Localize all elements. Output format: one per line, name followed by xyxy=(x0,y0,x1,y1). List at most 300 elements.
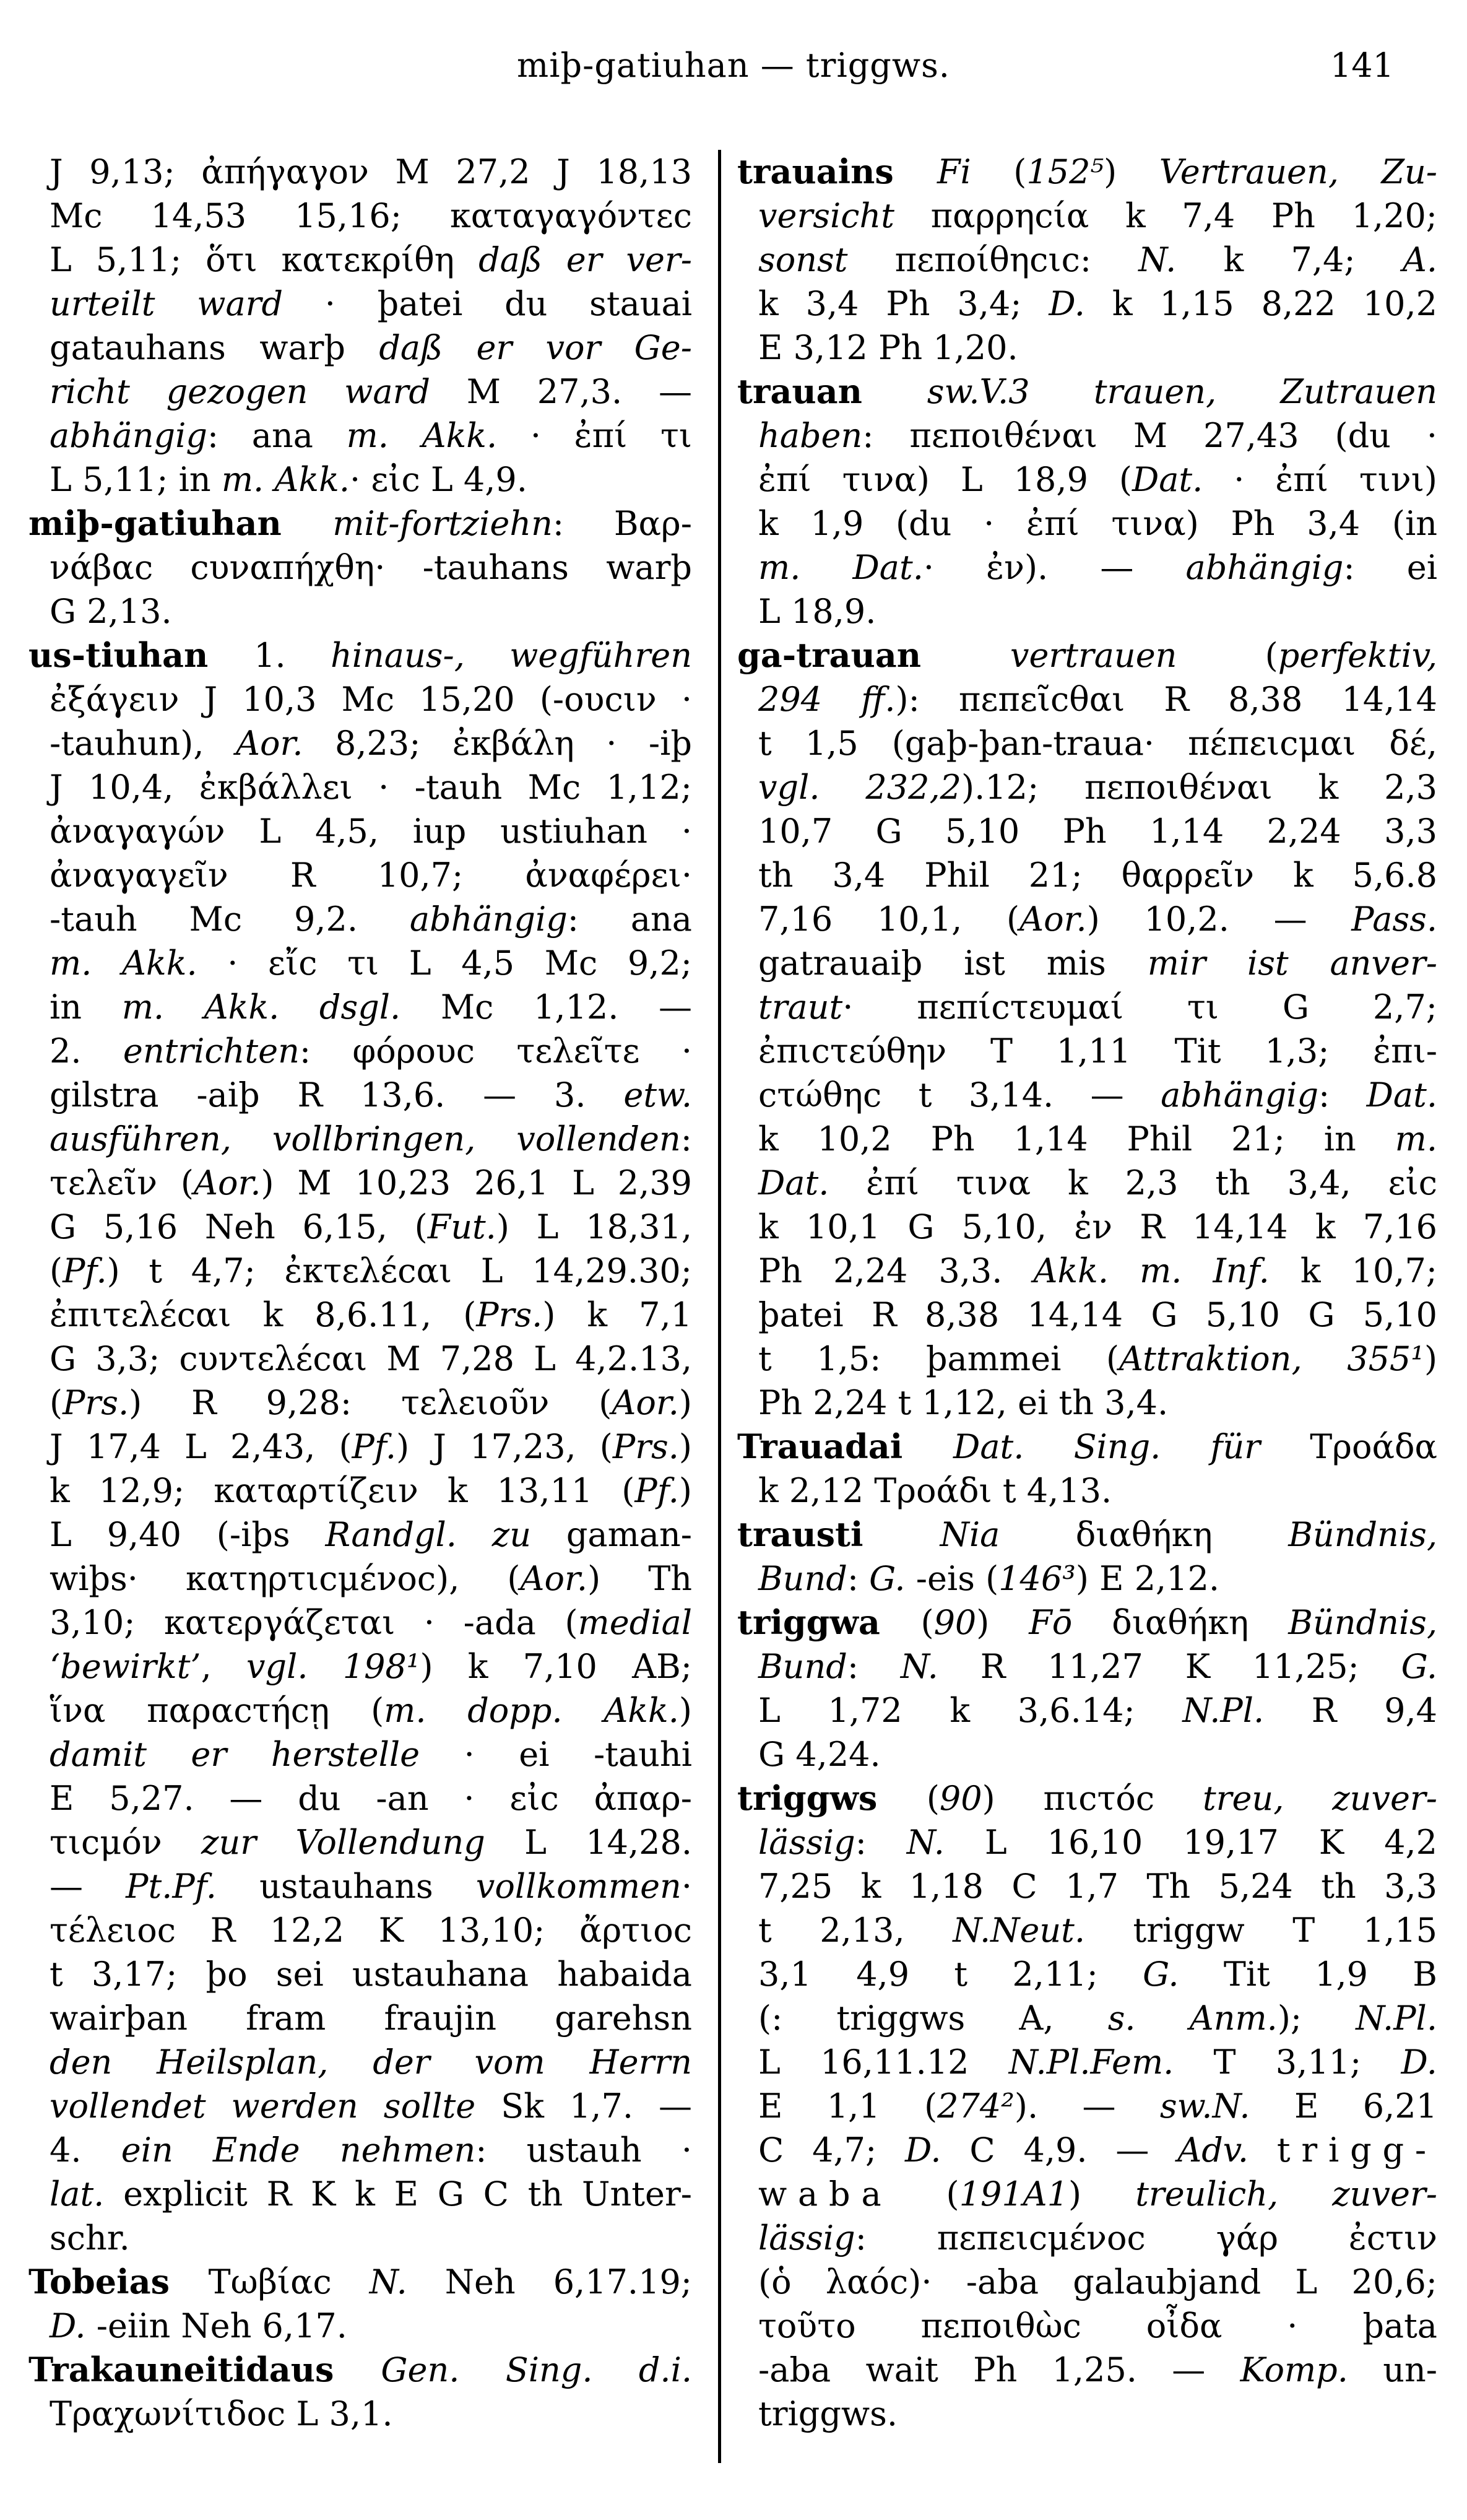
text-segment: · ἐπί τι xyxy=(497,416,692,455)
text-segment: G 4,24. xyxy=(758,1735,881,1774)
text-segment: τοῦτο πεποιθὼc οἶδα · þata xyxy=(758,2306,1437,2345)
text-segment: Dat. Sing. für xyxy=(953,1427,1261,1466)
text-line xyxy=(28,941,692,985)
text-segment: wiþs· κατηρτιcμένοc), ( xyxy=(50,1559,521,1598)
text-line xyxy=(737,1425,1437,1469)
text-line xyxy=(28,765,692,809)
text-segment: m. dopp. Akk. xyxy=(384,1691,679,1730)
text-segment: 8,23; ἐκβάλη · -iþ xyxy=(303,724,693,763)
text-segment: in xyxy=(50,988,122,1027)
text-segment: Prs. xyxy=(63,1383,129,1422)
text-line xyxy=(737,1205,1437,1249)
text-segment: abhängig xyxy=(1161,1075,1319,1114)
text-segment: triggwa xyxy=(737,1602,921,1642)
text-segment: abhängig xyxy=(1185,548,1344,587)
text-segment: 3,1 4,9 t 2,11; xyxy=(758,1955,1143,1994)
text-line xyxy=(737,545,1437,589)
text-line xyxy=(737,502,1437,545)
text-segment: πεποίθηcιc: xyxy=(847,240,1139,279)
text-segment: ( xyxy=(50,1383,63,1422)
text-line xyxy=(737,853,1437,897)
text-segment: N.Pl.Fem. xyxy=(1008,2043,1174,2082)
text-segment: Komp. xyxy=(1240,2350,1348,2389)
text-segment: E 1,1 ( xyxy=(758,2087,938,2126)
text-line xyxy=(28,2348,692,2392)
text-segment: Attraktion, 355¹ xyxy=(1119,1339,1424,1378)
left-column xyxy=(28,150,692,2463)
text-segment: N.Neut. xyxy=(953,1911,1085,1950)
text-segment: Ph 2,24 t 1,12, ei th 3,4. xyxy=(758,1383,1169,1422)
text-line xyxy=(28,1908,692,1952)
text-segment: ἀναγαγών L 4,5, iup ustiuhan · xyxy=(50,812,692,851)
text-line xyxy=(28,150,692,194)
text-segment: ): πεπεῖcθαι R 8,38 14,14 xyxy=(895,680,1437,719)
text-segment: sw.V.3 trauen, Zutrauen xyxy=(927,372,1437,411)
text-segment: Dat. xyxy=(1132,460,1203,499)
text-segment: ) R 9,28: τελειοῦν ( xyxy=(129,1383,612,1422)
text-segment: G 3,3; cυντελέcαι M 7,28 L 4,2.13, xyxy=(50,1339,692,1378)
text-segment: Fō xyxy=(1029,1603,1073,1642)
text-line xyxy=(737,1645,1437,1688)
text-segment: ) k 7,1 xyxy=(542,1295,693,1334)
text-line xyxy=(28,1249,692,1293)
text-segment: Fut. xyxy=(427,1207,496,1246)
text-segment: · πεπίcτευμαί τι G 2,7; xyxy=(842,988,1437,1027)
text-segment: gilstra -aiþ R 13,6. — 3. xyxy=(50,1075,624,1114)
text-segment: · ἐπί τινι) xyxy=(1203,460,1438,499)
text-segment xyxy=(1248,2131,1277,2170)
text-segment: Gen. Sing. d.i. xyxy=(381,2350,693,2389)
text-segment: trigg- xyxy=(1276,2131,1437,2170)
text-segment: gatrauaiþ ist mis xyxy=(758,944,1148,983)
text-segment: : Βαρ- xyxy=(552,504,692,543)
text-segment: τέλειοc R 12,2 K 13,10; ἄρτιοc xyxy=(50,1911,692,1950)
right-column xyxy=(721,150,1437,2463)
text-segment: ) xyxy=(678,1471,692,1510)
text-line xyxy=(737,1337,1437,1381)
text-line xyxy=(737,1513,1437,1557)
text-segment: N. xyxy=(906,1823,945,1862)
text-segment: ).12; πεποιθέναι k 2,3 xyxy=(961,768,1438,807)
text-segment: D. xyxy=(1401,2043,1437,2082)
text-segment: Pf. xyxy=(63,1251,107,1290)
text-segment: entrichten xyxy=(123,1032,300,1071)
text-line xyxy=(28,1513,692,1557)
text-segment: : ustauh · xyxy=(475,2131,692,2170)
text-segment: us-tiuhan xyxy=(28,635,254,675)
text-segment: 90 xyxy=(939,1779,982,1818)
text-segment: Prs. xyxy=(612,1427,679,1466)
text-segment: D. xyxy=(50,2306,86,2345)
text-segment: Nia xyxy=(940,1515,1000,1554)
text-line xyxy=(28,238,692,282)
text-segment: ἐξάγειν J 10,3 Mc 15,20 (-ουcιν · xyxy=(50,680,692,719)
text-line xyxy=(28,326,692,370)
text-line xyxy=(28,721,692,765)
text-line xyxy=(28,1776,692,1820)
text-segment: Τωβίαc xyxy=(208,2262,370,2301)
text-segment: perfektiv, xyxy=(1278,636,1437,675)
text-segment: : xyxy=(855,1823,907,1862)
text-segment: Trakauneitidaus xyxy=(28,2350,381,2389)
text-line xyxy=(737,1864,1437,1908)
text-segment: τελεῖν ( xyxy=(50,1163,194,1202)
text-segment: m. Akk. xyxy=(50,944,197,983)
text-segment: vgl. 232,2 xyxy=(758,768,961,807)
text-segment: Bündnis, xyxy=(1288,1515,1437,1554)
text-segment: m. Akk. xyxy=(346,416,498,455)
text-segment: k 10,7; xyxy=(1269,1251,1437,1290)
text-segment: ἐπιcτεύθην T 1,11 Tit 1,3; ἐπι- xyxy=(758,1032,1437,1071)
text-line xyxy=(737,194,1437,238)
text-segment: ) 10,2. — xyxy=(1086,900,1352,939)
text-line xyxy=(737,1557,1437,1601)
text-segment: Neh 6,17.19; xyxy=(407,2262,692,2301)
text-segment: R 11,27 K 11,25; xyxy=(938,1647,1401,1686)
text-segment: ) xyxy=(678,1691,692,1730)
page-header xyxy=(0,46,1467,95)
text-segment: L 5,11; ὅτι κατεκρίθη xyxy=(50,240,479,279)
text-segment: R 9,4 xyxy=(1264,1691,1437,1730)
text-line xyxy=(28,1645,692,1688)
text-segment: ) L 18,31, xyxy=(496,1207,692,1246)
text-segment: · þatei du stauai xyxy=(283,284,693,323)
text-segment: Akk. m. Inf. xyxy=(1033,1251,1270,1290)
text-segment: T 3,11; xyxy=(1174,2043,1401,2082)
text-segment: : xyxy=(680,1119,692,1158)
text-line xyxy=(28,414,692,458)
text-segment: trausti xyxy=(737,1514,940,1554)
text-line xyxy=(28,1820,692,1864)
text-segment: ἐπί τινα k 2,3 th 3,4, εἰc xyxy=(829,1163,1437,1202)
text-line xyxy=(737,985,1437,1029)
text-line xyxy=(28,853,692,897)
text-line xyxy=(737,1732,1437,1776)
text-segment: : φόρουc τελεῖτε · xyxy=(299,1032,692,1071)
text-segment: N.Pl. xyxy=(1356,1999,1437,2038)
text-line xyxy=(737,2392,1437,2436)
text-segment: L 14,28. xyxy=(485,1823,692,1862)
text-segment: medial xyxy=(578,1603,692,1642)
text-segment: Dat. xyxy=(758,1163,829,1202)
text-segment: ); xyxy=(1277,1999,1356,2038)
text-segment: ) xyxy=(678,1383,692,1422)
text-segment: : ana xyxy=(567,900,692,939)
text-segment: ein Ende nehmen xyxy=(121,2131,476,2170)
text-segment: -eis ( xyxy=(905,1559,999,1598)
text-segment: hinaus-, wegführen xyxy=(330,636,692,675)
text-segment: waba xyxy=(758,2175,893,2214)
text-line xyxy=(737,370,1437,414)
text-line xyxy=(28,1557,692,1601)
text-segment: Aor. xyxy=(235,724,303,763)
text-segment: den Heilsplan, der vom Herrn xyxy=(50,2043,692,2082)
text-segment: lässig xyxy=(758,2218,855,2257)
text-line xyxy=(737,1469,1437,1513)
text-segment: C 4,7; xyxy=(758,2131,906,2170)
text-segment: N. xyxy=(900,1647,938,1686)
text-segment: zur Vollendung xyxy=(201,1823,485,1862)
text-line xyxy=(28,502,692,545)
text-line xyxy=(28,545,692,589)
text-segment: m. Akk. xyxy=(221,460,350,499)
text-line xyxy=(28,1205,692,1249)
text-line xyxy=(737,2216,1437,2260)
text-segment: διαθήκη xyxy=(1072,1603,1289,1642)
text-segment: ) J 17,23, ( xyxy=(396,1427,613,1466)
text-segment: Mc 14,53 15,16; καταγαγόντεc xyxy=(50,196,692,235)
text-segment: 1. xyxy=(254,636,331,675)
text-line xyxy=(28,2172,692,2216)
text-segment: 7,16 10,1, ( xyxy=(758,900,1020,939)
text-segment: : xyxy=(847,1559,870,1598)
text-segment: k 1,15 8,22 10,2 xyxy=(1084,284,1437,323)
text-segment: ausführen, vollbringen, vollenden xyxy=(50,1119,681,1158)
text-line xyxy=(737,633,1437,677)
text-segment: -eiin Neh 6,17. xyxy=(85,2306,347,2345)
text-segment: A. xyxy=(1402,240,1437,279)
text-line xyxy=(28,1732,692,1776)
text-segment: m. xyxy=(1395,1119,1437,1158)
text-segment: (: triggws A, xyxy=(758,1999,1108,2038)
text-line xyxy=(737,1381,1437,1425)
text-line xyxy=(737,1117,1437,1161)
text-segment: 294 ff. xyxy=(758,680,896,719)
text-line xyxy=(28,2260,692,2304)
text-segment: , xyxy=(201,1647,246,1686)
text-line xyxy=(28,1425,692,1469)
text-line xyxy=(737,1293,1437,1337)
text-segment: -tauhun), xyxy=(50,724,236,763)
text-segment: k 12,9; καταρτίζειν k 13,11 ( xyxy=(50,1471,635,1510)
text-line xyxy=(28,1029,692,1073)
text-segment: Bündnis, xyxy=(1288,1603,1438,1642)
text-segment: 152⁵ xyxy=(1026,152,1104,191)
text-segment: : xyxy=(1318,1075,1367,1114)
text-segment: t 1,5 (gaþ-þan-traua· πέπειcμαι δέ, xyxy=(758,724,1437,763)
text-line xyxy=(28,1864,692,1908)
text-segment: J 10,4, ἐκβάλλει · -tauh Mc 1,12; xyxy=(50,768,692,807)
text-segment: N.Pl. xyxy=(1182,1691,1265,1730)
text-segment: · xyxy=(681,1867,692,1906)
text-line xyxy=(737,1029,1437,1073)
text-segment: G 2,13. xyxy=(50,592,172,631)
text-segment: trauan xyxy=(737,371,927,411)
text-line xyxy=(737,1776,1437,1820)
text-line xyxy=(28,370,692,414)
text-segment: wairþan fram fraujin garehsn xyxy=(50,1999,692,2038)
text-segment: 274² xyxy=(937,2087,1015,2126)
text-segment: ustauhans xyxy=(216,1867,476,1906)
text-line xyxy=(737,1996,1437,2040)
text-line xyxy=(737,414,1437,458)
text-segment: ( xyxy=(920,1603,934,1642)
text-segment: haben xyxy=(758,416,863,455)
text-segment: treu, zuver- xyxy=(1202,1779,1437,1818)
text-segment: : ei xyxy=(1343,548,1438,587)
text-line xyxy=(28,897,692,941)
text-line xyxy=(737,282,1437,326)
text-segment: 2. xyxy=(50,1032,123,1071)
text-segment: · ἐν). — xyxy=(923,548,1186,587)
text-segment: ) xyxy=(1068,2175,1136,2214)
text-segment: mir ist anver- xyxy=(1147,944,1437,983)
text-line xyxy=(28,1337,692,1381)
text-segment: L 1,72 k 3,6.14; xyxy=(758,1691,1183,1730)
text-segment: παρρηcία k 7,4 Ph 1,20; xyxy=(894,196,1437,235)
text-segment: 7,25 k 1,18 C 1,7 Th 5,24 th 3,3 xyxy=(758,1867,1437,1906)
text-segment: damit er herstelle xyxy=(50,1735,420,1774)
text-segment: Pass. xyxy=(1351,900,1437,939)
text-segment: N. xyxy=(369,2262,407,2301)
text-segment: ( xyxy=(926,1779,940,1818)
text-segment: sw.N. xyxy=(1159,2087,1250,2126)
text-segment: Vertrauen, Zu- xyxy=(1159,152,1438,191)
text-segment: L 16,10 19,17 K 4,2 xyxy=(944,1823,1437,1862)
text-line xyxy=(28,809,692,853)
text-line xyxy=(737,2128,1437,2172)
text-segment: Pt.Pf. xyxy=(126,1867,217,1906)
text-line xyxy=(28,2128,692,2172)
text-line xyxy=(28,1117,692,1161)
text-line xyxy=(28,282,692,326)
text-line xyxy=(28,677,692,721)
text-segment: Bund xyxy=(758,1647,847,1686)
text-segment: Trauadai xyxy=(737,1427,954,1466)
text-segment: 3,10; κατεργάζεται · -ada ( xyxy=(50,1603,578,1642)
text-line xyxy=(28,2040,692,2084)
text-line xyxy=(737,2304,1437,2348)
text-segment: ἀναγαγεῖν R 10,7; ἀναφέρει· xyxy=(50,856,692,895)
text-segment: ) xyxy=(1104,152,1159,191)
text-segment: schr. xyxy=(50,2218,130,2257)
text-line xyxy=(737,150,1437,194)
text-line xyxy=(737,941,1437,985)
text-segment: ). — xyxy=(1014,2087,1160,2126)
text-segment: Dat. xyxy=(1366,1075,1437,1114)
text-segment: vgl. 198¹ xyxy=(246,1647,420,1686)
text-segment: explicit R K k E G C th Unter- xyxy=(104,2175,692,2214)
text-segment: J 9,13; ἀπήγαγον M 27,2 J 18,13 xyxy=(50,152,692,191)
text-line xyxy=(737,1908,1437,1952)
text-segment: Bund xyxy=(758,1559,847,1598)
text-segment: ) t 4,7; ἐκτελέcαι L 14,29.30; xyxy=(106,1251,692,1290)
text-segment: τιcμόν xyxy=(50,1823,201,1862)
text-segment: : xyxy=(847,1647,901,1686)
text-line xyxy=(28,2304,692,2348)
text-segment: gatauhans warþ xyxy=(50,328,379,367)
text-segment: : πεπειcμένοc γάρ ἐcτιν xyxy=(855,2218,1437,2257)
text-segment: 146³ xyxy=(998,1559,1076,1598)
text-segment: Pf. xyxy=(352,1427,397,1466)
text-line xyxy=(737,1249,1437,1293)
text-columns xyxy=(28,150,1437,2463)
text-line xyxy=(737,2040,1437,2084)
text-segment: þatei R 8,38 14,14 G 5,10 G 5,10 xyxy=(758,1295,1437,1334)
text-segment: : ana xyxy=(207,416,347,455)
text-segment: D. xyxy=(1049,284,1085,323)
text-segment: Ph 2,24 3,3. xyxy=(758,1251,1034,1290)
text-segment: E 6,21 xyxy=(1250,2087,1438,2126)
text-segment: Aor. xyxy=(612,1383,679,1422)
text-segment: ( xyxy=(50,1251,63,1290)
text-line xyxy=(28,633,692,677)
text-segment: -tauh Mc 9,2. xyxy=(50,900,410,939)
text-segment: Sk 1,7. — xyxy=(475,2087,692,2126)
text-segment: th 3,4 Phil 21; θαρρεῖν k 5,6.8 xyxy=(758,856,1437,895)
text-segment: L 5,11; in xyxy=(50,460,222,499)
text-segment: vollendet werden sollte xyxy=(50,2087,476,2126)
text-segment: k 10,1 G 5,10, ἐν R 14,14 k 7,16 xyxy=(758,1207,1437,1246)
text-segment: νάβαc cυναπήχθη· -tauhans warþ xyxy=(50,548,692,587)
text-line xyxy=(737,458,1437,502)
text-segment: G 5,16 Neh 6,15, ( xyxy=(50,1207,428,1246)
text-line xyxy=(28,1601,692,1645)
text-segment: Adv. xyxy=(1177,2131,1249,2170)
text-line xyxy=(28,1161,692,1205)
text-segment: L 16,11.12 xyxy=(758,2043,1009,2082)
text-segment: Tobeias xyxy=(28,2262,209,2301)
text-segment: ) M 10,23 26,1 L 2,39 xyxy=(261,1163,692,1202)
text-segment: Aor. xyxy=(193,1163,261,1202)
text-line xyxy=(737,2348,1437,2392)
text-segment: L 18,9. xyxy=(758,592,876,631)
text-line xyxy=(28,2392,692,2436)
text-segment: gaman- xyxy=(530,1515,693,1554)
text-segment: ( xyxy=(971,152,1027,191)
text-segment: ) πιcτόc xyxy=(982,1779,1203,1818)
text-segment: Prs. xyxy=(476,1295,543,1334)
text-segment: abhängig xyxy=(50,416,207,455)
text-segment: N. xyxy=(1138,240,1177,279)
running-title: miþ-gatiuhan — triggws. xyxy=(517,46,950,85)
text-line xyxy=(737,2260,1437,2304)
text-segment: ) xyxy=(678,1427,692,1466)
text-line xyxy=(737,1073,1437,1117)
text-line xyxy=(737,1601,1437,1645)
text-segment: E 5,27. — du -an · εἰc ἀπαρ- xyxy=(50,1779,692,1818)
text-line xyxy=(737,2172,1437,2216)
text-line xyxy=(737,809,1437,853)
text-segment: 90 xyxy=(933,1603,977,1642)
text-segment: urteilt ward xyxy=(50,284,283,323)
text-segment: daß er vor Ge- xyxy=(379,328,692,367)
text-segment: m. Dat. xyxy=(758,548,924,587)
text-segment: C 4,9. — xyxy=(941,2131,1178,2170)
text-segment: G. xyxy=(1401,1647,1438,1686)
text-segment: G. xyxy=(1143,1955,1179,1994)
text-segment: daß er ver- xyxy=(478,240,692,279)
text-line xyxy=(737,238,1437,282)
text-line xyxy=(28,589,692,633)
text-segment: ) xyxy=(1424,1339,1438,1378)
text-segment: Mc 1,12. — xyxy=(400,988,693,1027)
text-line xyxy=(737,326,1437,370)
text-segment: J 17,4 L 2,43, ( xyxy=(50,1427,352,1466)
text-line xyxy=(737,897,1437,941)
text-segment: D. xyxy=(905,2131,941,2170)
text-segment: sonst xyxy=(758,240,848,279)
text-segment: Τραχωνίτιδοc L 3,1. xyxy=(50,2394,393,2433)
text-segment: ) E 2,12. xyxy=(1075,1559,1220,1598)
text-line xyxy=(28,2084,692,2128)
text-line xyxy=(28,1381,692,1425)
text-segment: cτώθηc t 3,14. — xyxy=(758,1075,1161,1114)
text-segment: triggws. xyxy=(758,2394,898,2433)
text-segment: ) Th xyxy=(587,1559,692,1598)
text-segment: t 3,17; þo sei ustauhana habaida xyxy=(50,1955,692,1994)
text-line xyxy=(28,458,692,502)
